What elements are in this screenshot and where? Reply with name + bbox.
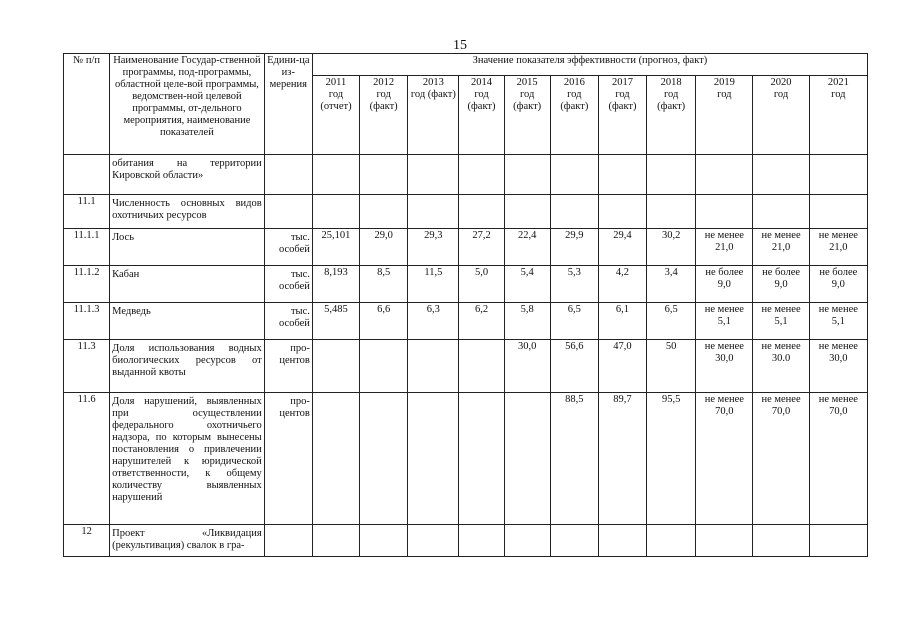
row-value-2012: 29,0 [360,229,408,266]
row-value-2020 [753,155,809,195]
row-value-2013 [408,525,459,557]
row-value-2014 [459,155,504,195]
header-year-7 [647,76,696,155]
header-year-1 [360,76,408,155]
table-row [64,393,868,525]
row-value-2011 [312,340,359,393]
row-indicator-name: Проект «Ликвидация (рекультивация) свалок в гра- [110,525,265,557]
row-unit: тыс. особей [264,229,312,266]
row-value-2021 [809,195,867,229]
page-number: 15 [453,38,467,53]
header-year-number: 2012 [373,77,395,88]
row-indicator-name: обитания на территории Кировской области» [110,155,265,195]
header-year-number: 2016 [563,77,585,88]
row-value-2012: 6,6 [360,303,408,340]
table-row [64,266,868,303]
header-year-5 [550,76,598,155]
row-value-2012: 8,5 [360,266,408,303]
header-year-kind: год (факт) [513,89,542,112]
row-value-2018: 30,2 [647,229,696,266]
row-indicator-name: Медведь [110,303,265,340]
header-num: № п/п [64,54,110,155]
row-number: 11.1.3 [64,303,110,340]
row-value-2017 [598,525,646,557]
row-value-2013 [408,393,459,525]
row-unit: тыс. особей [264,266,312,303]
row-value-2019: не менее 21,0 [696,229,753,266]
row-number: 11.1.1 [64,229,110,266]
row-value-2020: не менее 30.0 [753,340,809,393]
row-value-2015: 22,4 [504,229,550,266]
row-value-2013: 6,3 [408,303,459,340]
header-year-kind: год (отчет) [320,89,352,112]
row-value-2013 [408,155,459,195]
row-value-2020 [753,195,809,229]
row-value-2015: 5,8 [504,303,550,340]
table-row [64,525,868,557]
table-row [64,195,868,229]
header-year-kind: год (факт) [657,89,686,112]
table-row [64,155,868,195]
row-value-2021: не менее 5,1 [809,303,867,340]
header-year-0 [312,76,359,155]
row-value-2017: 29,4 [598,229,646,266]
row-indicator-name: Лось [110,229,265,266]
header-year-8 [696,76,753,155]
indicator-table [63,53,868,557]
row-unit: про-центов [264,393,312,525]
row-value-2019 [696,195,753,229]
row-value-2012 [360,155,408,195]
header-year-number: 2019 [713,77,735,88]
header-year-9 [753,76,809,155]
row-value-2017: 47,0 [598,340,646,393]
row-value-2017 [598,155,646,195]
row-value-2015 [504,155,550,195]
row-value-2021 [809,155,867,195]
row-value-2011: 5,485 [312,303,359,340]
row-value-2018: 50 [647,340,696,393]
header-unit: Едини-ца из-мерения [264,54,312,155]
row-value-2017: 4,2 [598,266,646,303]
row-value-2017: 6,1 [598,303,646,340]
row-value-2019 [696,525,753,557]
row-value-2018: 3,4 [647,266,696,303]
row-value-2016: 56,6 [550,340,598,393]
header-year-number: 2017 [611,77,633,88]
row-value-2018 [647,155,696,195]
row-value-2012 [360,195,408,229]
row-value-2020 [753,525,809,557]
row-value-2015 [504,393,550,525]
header-year-kind: год (факт) [560,89,589,112]
row-value-2020: не менее 21,0 [753,229,809,266]
table-row [64,229,868,266]
header-row-top [64,54,868,76]
header-year-kind: год [773,89,789,100]
row-value-2016: 29,9 [550,229,598,266]
row-value-2016: 88,5 [550,393,598,525]
row-value-2021: не менее 70,0 [809,393,867,525]
row-value-2011 [312,393,359,525]
row-value-2014 [459,393,504,525]
row-value-2017 [598,195,646,229]
row-value-2021 [809,525,867,557]
row-value-2021: не менее 30,0 [809,340,867,393]
header-year-number: 2013 [422,77,444,88]
row-value-2014 [459,525,504,557]
row-value-2018: 6,5 [647,303,696,340]
row-number: 12 [64,525,110,557]
row-number: 11.3 [64,340,110,393]
row-value-2013: 11,5 [408,266,459,303]
row-value-2018: 95,5 [647,393,696,525]
row-value-2021: не менее 21,0 [809,229,867,266]
row-value-2019 [696,155,753,195]
header-year-kind: год (факт) [467,89,496,112]
row-indicator-name: Кабан [110,266,265,303]
header-year-number: 2011 [325,77,347,88]
table-row [64,340,868,393]
row-value-2011 [312,525,359,557]
row-value-2011 [312,155,359,195]
header-year-number: 2014 [471,77,492,88]
row-indicator-name: Доля использования водных биологических ресурсов от выданной квоты [110,340,265,393]
table-row [64,303,868,340]
row-value-2016 [550,155,598,195]
row-unit [264,195,312,229]
row-value-2018 [647,195,696,229]
row-value-2020: не менее 5,1 [753,303,809,340]
row-value-2012 [360,393,408,525]
row-value-2017: 89,7 [598,393,646,525]
header-year-2 [408,76,459,155]
header-year-number: 2020 [770,77,792,88]
row-number: 11.1.2 [64,266,110,303]
row-unit [264,525,312,557]
header-year-6 [598,76,646,155]
row-value-2015 [504,525,550,557]
row-unit: про-центов [264,340,312,393]
row-value-2015 [504,195,550,229]
row-value-2013 [408,340,459,393]
row-unit [264,155,312,195]
header-year-kind: год (факт) [410,89,456,100]
header-year-kind: год [717,89,732,100]
row-value-2013: 29,3 [408,229,459,266]
row-value-2014 [459,195,504,229]
row-value-2019: не более 9,0 [696,266,753,303]
header-year-3 [459,76,504,155]
header-year-kind: год (факт) [369,89,398,112]
row-value-2016: 5,3 [550,266,598,303]
row-value-2019: не менее 5,1 [696,303,753,340]
row-number [64,155,110,195]
row-value-2016: 6,5 [550,303,598,340]
header-year-number: 2018 [660,77,682,88]
row-value-2012 [360,340,408,393]
header-values-group: Значение показателя эффективности (прогноз, факт) [312,54,867,76]
row-value-2018 [647,525,696,557]
row-value-2014: 6,2 [459,303,504,340]
row-indicator-name: Доля нарушений, выявленных при осуществлении федерального охотничьего надзора, по которым вынесены постановления о привлечении нарушителей к юридической ответственности, к общему количеству выявленных нарушений [110,393,265,525]
header-year-kind: год [831,89,846,100]
row-value-2015: 30,0 [504,340,550,393]
header-year-kind: год (факт) [608,89,637,112]
row-value-2012 [360,525,408,557]
row-unit: тыс. особей [264,303,312,340]
row-number: 11.6 [64,393,110,525]
header-year-number: 2021 [827,77,849,88]
row-value-2011: 8,193 [312,266,359,303]
row-value-2021: не более 9,0 [809,266,867,303]
row-value-2011: 25,101 [312,229,359,266]
row-value-2014: 5,0 [459,266,504,303]
header-year-number: 2015 [516,77,538,88]
row-value-2011 [312,195,359,229]
row-value-2014: 27,2 [459,229,504,266]
header-name: Наименование Государ-ственной программы, под-программы, областной целе-вой программы, ведомствен-ной целевой программы, от-дельного мероприятия, наименование показателей [110,54,265,155]
row-indicator-name: Численность основных видов охотничьих ресурсов [110,195,265,229]
row-value-2019: не менее 30,0 [696,340,753,393]
header-year-4 [504,76,550,155]
header-year-10 [809,76,867,155]
row-value-2016 [550,525,598,557]
row-value-2015: 5,4 [504,266,550,303]
row-value-2019: не менее 70,0 [696,393,753,525]
row-value-2016 [550,195,598,229]
row-value-2020: не менее 70,0 [753,393,809,525]
row-value-2020: не более 9,0 [753,266,809,303]
row-value-2013 [408,195,459,229]
row-value-2014 [459,340,504,393]
table-body [64,155,868,557]
row-number: 11.1 [64,195,110,229]
